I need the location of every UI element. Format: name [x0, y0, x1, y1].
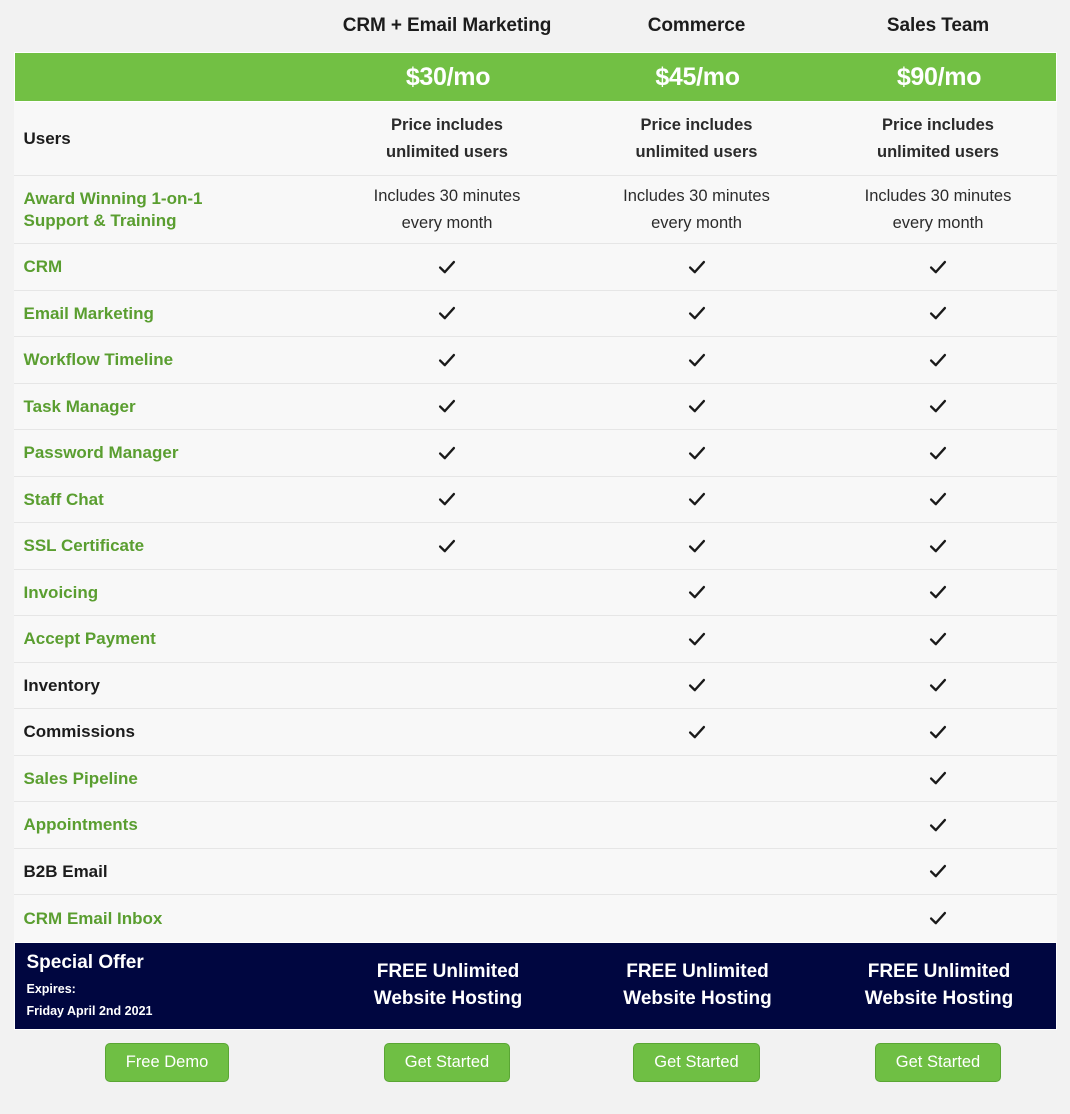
feature-cell-sales-team	[820, 709, 1057, 755]
feature-cell-commerce	[574, 663, 820, 709]
special-offer-expires-label: Expires:	[26, 982, 76, 997]
plan-price: $45/mo	[655, 62, 740, 91]
table-row-support-training	[14, 176, 1057, 244]
feature-cell-crm-email-marketing	[321, 477, 574, 523]
special-offer-title: Special Offer	[26, 952, 144, 974]
feature-label: Commissions	[23, 722, 135, 742]
row-label-cell	[14, 384, 321, 430]
feature-cell-crm-email-marketing	[321, 849, 574, 895]
table-row-users	[14, 102, 1057, 176]
special-offer-info	[15, 943, 322, 1029]
plan-price: $30/mo	[405, 62, 491, 91]
price-band-row	[14, 52, 1057, 102]
feature-label: Invoicing	[23, 582, 99, 602]
row-label-cell	[14, 895, 321, 942]
cta-button-row	[14, 1030, 1057, 1096]
feature-cell-crm-email-marketing	[321, 337, 574, 383]
users-cell-crm-email-marketing	[321, 112, 574, 164]
checkmark-icon	[686, 349, 708, 371]
row-label-cell	[14, 523, 321, 569]
feature-label: Email Marketing	[23, 303, 154, 323]
feature-cell-sales-team	[820, 663, 1057, 709]
checkmark-icon	[686, 674, 708, 696]
feature-cell-commerce	[574, 756, 820, 802]
table-row	[14, 616, 1057, 663]
users-note: Price includes unlimited users	[877, 116, 999, 161]
feature-cell-commerce	[574, 430, 820, 476]
special-offer-row	[14, 942, 1057, 1030]
feature-cell-crm-email-marketing	[321, 244, 574, 290]
plan-name: CRM + Email Marketing	[342, 15, 552, 36]
checkmark-icon	[436, 302, 458, 324]
cta-cell-crm-email-marketing	[321, 1043, 574, 1082]
row-label-cell	[14, 849, 321, 895]
table-row	[14, 291, 1057, 338]
feature-cell-sales-team	[820, 337, 1057, 383]
feature-label: B2B Email	[23, 861, 108, 881]
table-row	[14, 570, 1057, 617]
table-row	[14, 337, 1057, 384]
checkmark-icon	[686, 488, 708, 510]
feature-label: Award Winning 1-on-1 Support & Training	[23, 189, 203, 230]
checkmark-icon	[927, 395, 949, 417]
checkmark-icon	[686, 628, 708, 650]
checkmark-icon	[927, 721, 949, 743]
row-label-cell	[14, 430, 321, 476]
price-cell-sales-team	[821, 53, 1058, 101]
feature-cell-sales-team	[820, 384, 1057, 430]
checkmark-icon	[436, 442, 458, 464]
checkmark-icon	[927, 860, 949, 882]
feature-cell-sales-team	[820, 895, 1057, 942]
plan-price: $90/mo	[896, 62, 982, 91]
feature-cell-crm-email-marketing	[321, 384, 574, 430]
checkmark-icon	[686, 256, 708, 278]
feature-label: Workflow Timeline	[23, 350, 174, 370]
checkmark-icon	[436, 395, 458, 417]
checkmark-icon	[436, 488, 458, 510]
price-cell-crm-email-marketing	[322, 53, 575, 101]
checkmark-icon	[686, 721, 708, 743]
feature-cell-crm-email-marketing	[321, 570, 574, 616]
cta-cell-sales-team	[820, 1043, 1057, 1082]
row-label-cell	[14, 477, 321, 523]
feature-cell-sales-team	[820, 523, 1057, 569]
checkmark-icon	[927, 256, 949, 278]
users-cell-commerce	[574, 112, 820, 164]
plan-name: Sales Team	[886, 15, 990, 36]
plan-header-crm-email-marketing	[321, 0, 574, 52]
table-row	[14, 384, 1057, 431]
row-label-support-training	[14, 176, 321, 243]
row-label-cell	[14, 244, 321, 290]
checkmark-icon	[686, 442, 708, 464]
table-row	[14, 523, 1057, 570]
table-row	[14, 477, 1057, 524]
get-started-button-crm-email-marketing[interactable]: Get Started	[384, 1043, 510, 1082]
feature-label: CRM Email Inbox	[23, 908, 163, 928]
checkmark-icon	[927, 674, 949, 696]
feature-cell-commerce	[574, 244, 820, 290]
get-started-button-commerce[interactable]: Get Started	[633, 1043, 759, 1082]
support-note: Includes 30 minutes every month	[373, 187, 521, 232]
feature-label: Staff Chat	[23, 489, 104, 509]
checkmark-icon	[927, 767, 949, 789]
checkmark-icon	[436, 535, 458, 557]
feature-cell-crm-email-marketing	[321, 291, 574, 337]
feature-label: Appointments	[23, 815, 138, 835]
feature-label: Inventory	[23, 675, 101, 695]
feature-label: Sales Pipeline	[23, 768, 138, 788]
checkmark-icon	[927, 535, 949, 557]
checkmark-icon	[686, 395, 708, 417]
header-empty-cell	[14, 0, 321, 52]
feature-cell-commerce	[574, 570, 820, 616]
checkmark-icon	[927, 581, 949, 603]
cta-cell-demo	[14, 1043, 321, 1082]
feature-label: Task Manager	[23, 396, 136, 416]
checkmark-icon	[927, 907, 949, 929]
comparison-table-body	[14, 102, 1057, 942]
feature-label: Accept Payment	[23, 629, 156, 649]
feature-cell-crm-email-marketing	[321, 802, 574, 848]
row-label-users: Users	[23, 128, 71, 148]
feature-cell-sales-team	[820, 756, 1057, 802]
special-offer-expiry-date: Friday April 2nd 2021	[26, 1004, 153, 1018]
checkmark-icon	[927, 814, 949, 836]
offer-cell-sales-team	[821, 943, 1058, 1029]
support-note: Includes 30 minutes every month	[623, 187, 770, 232]
feature-cell-commerce	[574, 709, 820, 755]
feature-cell-commerce	[574, 477, 820, 523]
table-row	[14, 895, 1057, 942]
feature-cell-crm-email-marketing	[321, 756, 574, 802]
offer-text: FREE Unlimited Website Hosting	[623, 961, 772, 1009]
feature-cell-sales-team	[820, 616, 1057, 662]
feature-cell-sales-team	[820, 291, 1057, 337]
checkmark-icon	[927, 442, 949, 464]
feature-cell-sales-team	[820, 802, 1057, 848]
table-row	[14, 756, 1057, 803]
feature-cell-commerce	[574, 849, 820, 895]
offer-text: FREE Unlimited Website Hosting	[373, 961, 523, 1009]
support-cell-sales-team	[820, 176, 1057, 243]
feature-cell-commerce	[574, 291, 820, 337]
row-label-cell	[14, 291, 321, 337]
feature-cell-crm-email-marketing	[321, 430, 574, 476]
checkmark-icon	[686, 581, 708, 603]
support-cell-commerce	[574, 176, 820, 243]
checkmark-icon	[927, 349, 949, 371]
price-empty-cell	[15, 53, 322, 101]
support-note: Includes 30 minutes every month	[864, 187, 1012, 232]
checkmark-icon	[436, 349, 458, 371]
table-row	[14, 849, 1057, 896]
feature-label: SSL Certificate	[23, 536, 145, 556]
table-row	[14, 709, 1057, 756]
table-row	[14, 244, 1057, 291]
plan-header-row	[14, 0, 1057, 52]
feature-cell-sales-team	[820, 570, 1057, 616]
checkmark-icon	[927, 628, 949, 650]
feature-cell-commerce	[574, 384, 820, 430]
table-row	[14, 430, 1057, 477]
feature-cell-sales-team	[820, 849, 1057, 895]
row-label-cell	[14, 570, 321, 616]
feature-cell-crm-email-marketing	[321, 709, 574, 755]
support-cell-crm-email-marketing	[321, 176, 574, 243]
offer-cell-crm-email-marketing	[322, 943, 575, 1029]
table-row	[14, 663, 1057, 710]
users-cell-sales-team	[820, 112, 1057, 164]
checkmark-icon	[927, 302, 949, 324]
get-started-button-sales-team[interactable]: Get Started	[875, 1043, 1001, 1082]
feature-cell-sales-team	[820, 430, 1057, 476]
users-note: Price includes unlimited users	[386, 116, 508, 161]
row-label-cell	[14, 616, 321, 662]
row-label-cell	[14, 337, 321, 383]
checkmark-icon	[436, 256, 458, 278]
feature-cell-sales-team	[820, 244, 1057, 290]
checkmark-icon	[927, 488, 949, 510]
feature-rows-container	[14, 244, 1057, 942]
feature-cell-crm-email-marketing	[321, 663, 574, 709]
plan-name: Commerce	[647, 15, 746, 36]
row-label-cell	[14, 709, 321, 755]
table-row	[14, 802, 1057, 849]
plan-header-commerce	[574, 0, 820, 52]
feature-cell-commerce	[574, 337, 820, 383]
users-note: Price includes unlimited users	[635, 116, 758, 161]
feature-label: Password Manager	[23, 443, 179, 463]
checkmark-icon	[686, 535, 708, 557]
cta-cell-commerce	[574, 1043, 820, 1082]
row-label-cell	[14, 663, 321, 709]
feature-cell-commerce	[574, 616, 820, 662]
feature-cell-crm-email-marketing	[321, 523, 574, 569]
free-demo-button[interactable]: Free Demo	[105, 1043, 230, 1082]
row-label-cell	[14, 802, 321, 848]
feature-cell-commerce	[574, 895, 820, 942]
row-label-cell	[14, 756, 321, 802]
feature-cell-sales-team	[820, 477, 1057, 523]
offer-cell-commerce	[575, 943, 821, 1029]
feature-cell-crm-email-marketing	[321, 616, 574, 662]
price-cell-commerce	[575, 53, 821, 101]
offer-text: FREE Unlimited Website Hosting	[864, 961, 1014, 1009]
checkmark-icon	[686, 302, 708, 324]
feature-label: CRM	[23, 257, 63, 277]
plan-header-sales-team	[820, 0, 1057, 52]
feature-cell-commerce	[574, 523, 820, 569]
feature-cell-commerce	[574, 802, 820, 848]
feature-cell-crm-email-marketing	[321, 895, 574, 942]
